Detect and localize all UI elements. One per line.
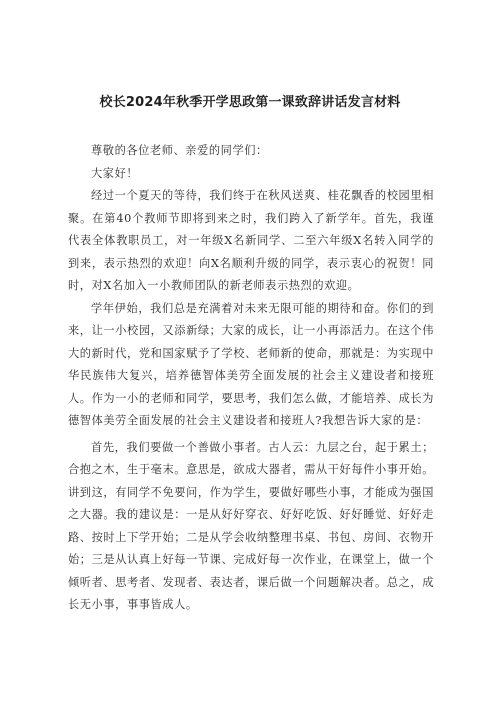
paragraph-welcome: 经过一个夏天的等待，我们终于在秋风送爽、桂花飘香的校园里相聚。在第40个教师节即将到来之时，我们跨入了新学年。首先，我谨代表全体教职员工，对一年级X名新同学、二至六年级X名转入同学的到来，表示热烈的欢迎！向X名顺利升级的同学，表示衷心的祝贺！同时，对X名加入一小教师团队的新老师表示热烈的欢迎。	[68, 189, 434, 292]
paragraph-new-era: 学年伊始，我们总是充满着对未来无限可能的期待和奋。你们的到来，让一小校园，又添新绿；大家的成长，让一小再添活力。在这个伟大的新时代，党和国家赋予了学校、老师新的使命，那就是：为实现中华民族伟大复兴，培养德智体美劳全面发展的社会主义建设者和接班人。作为一小的老师和同学，要思考，我们怎么做，才能培养、成长为德智体美劳全面发展的社会主义建设者和接班人?我想告诉大家的是：	[68, 301, 434, 427]
document-body	[68, 140, 434, 617]
paragraph-small-things: 首先，我们要做一个善做小事者。古人云：九层之台，起于累土；合抱之木，生于毫末。意思是，欲成大器者，需从干好每件小事开始。讲到这，有同学不免要问，作为学生，要做好哪些小事，才能成为强国之大器。我的建议是：一是从好好穿衣、好好吃饭、好好睡觉、好好走路、按时上下学开始；二是从学会收纳整理书桌、书包、房间、衣物开始；三是从认真上好每一节课、完成好每一次作业，在课堂上，做一个倾听者、思考者、发现者、表达者，课后做一个问题解决者。总之，成长无小事，事事皆成人。	[68, 440, 434, 611]
document-title: 校长2024年秋季开学思政第一课致辞讲话发言材料	[99, 95, 401, 110]
salutation-line: 大家好！	[91, 166, 139, 180]
greeting-line: 尊敬的各位老师、亲爱的同学们：	[91, 144, 268, 157]
